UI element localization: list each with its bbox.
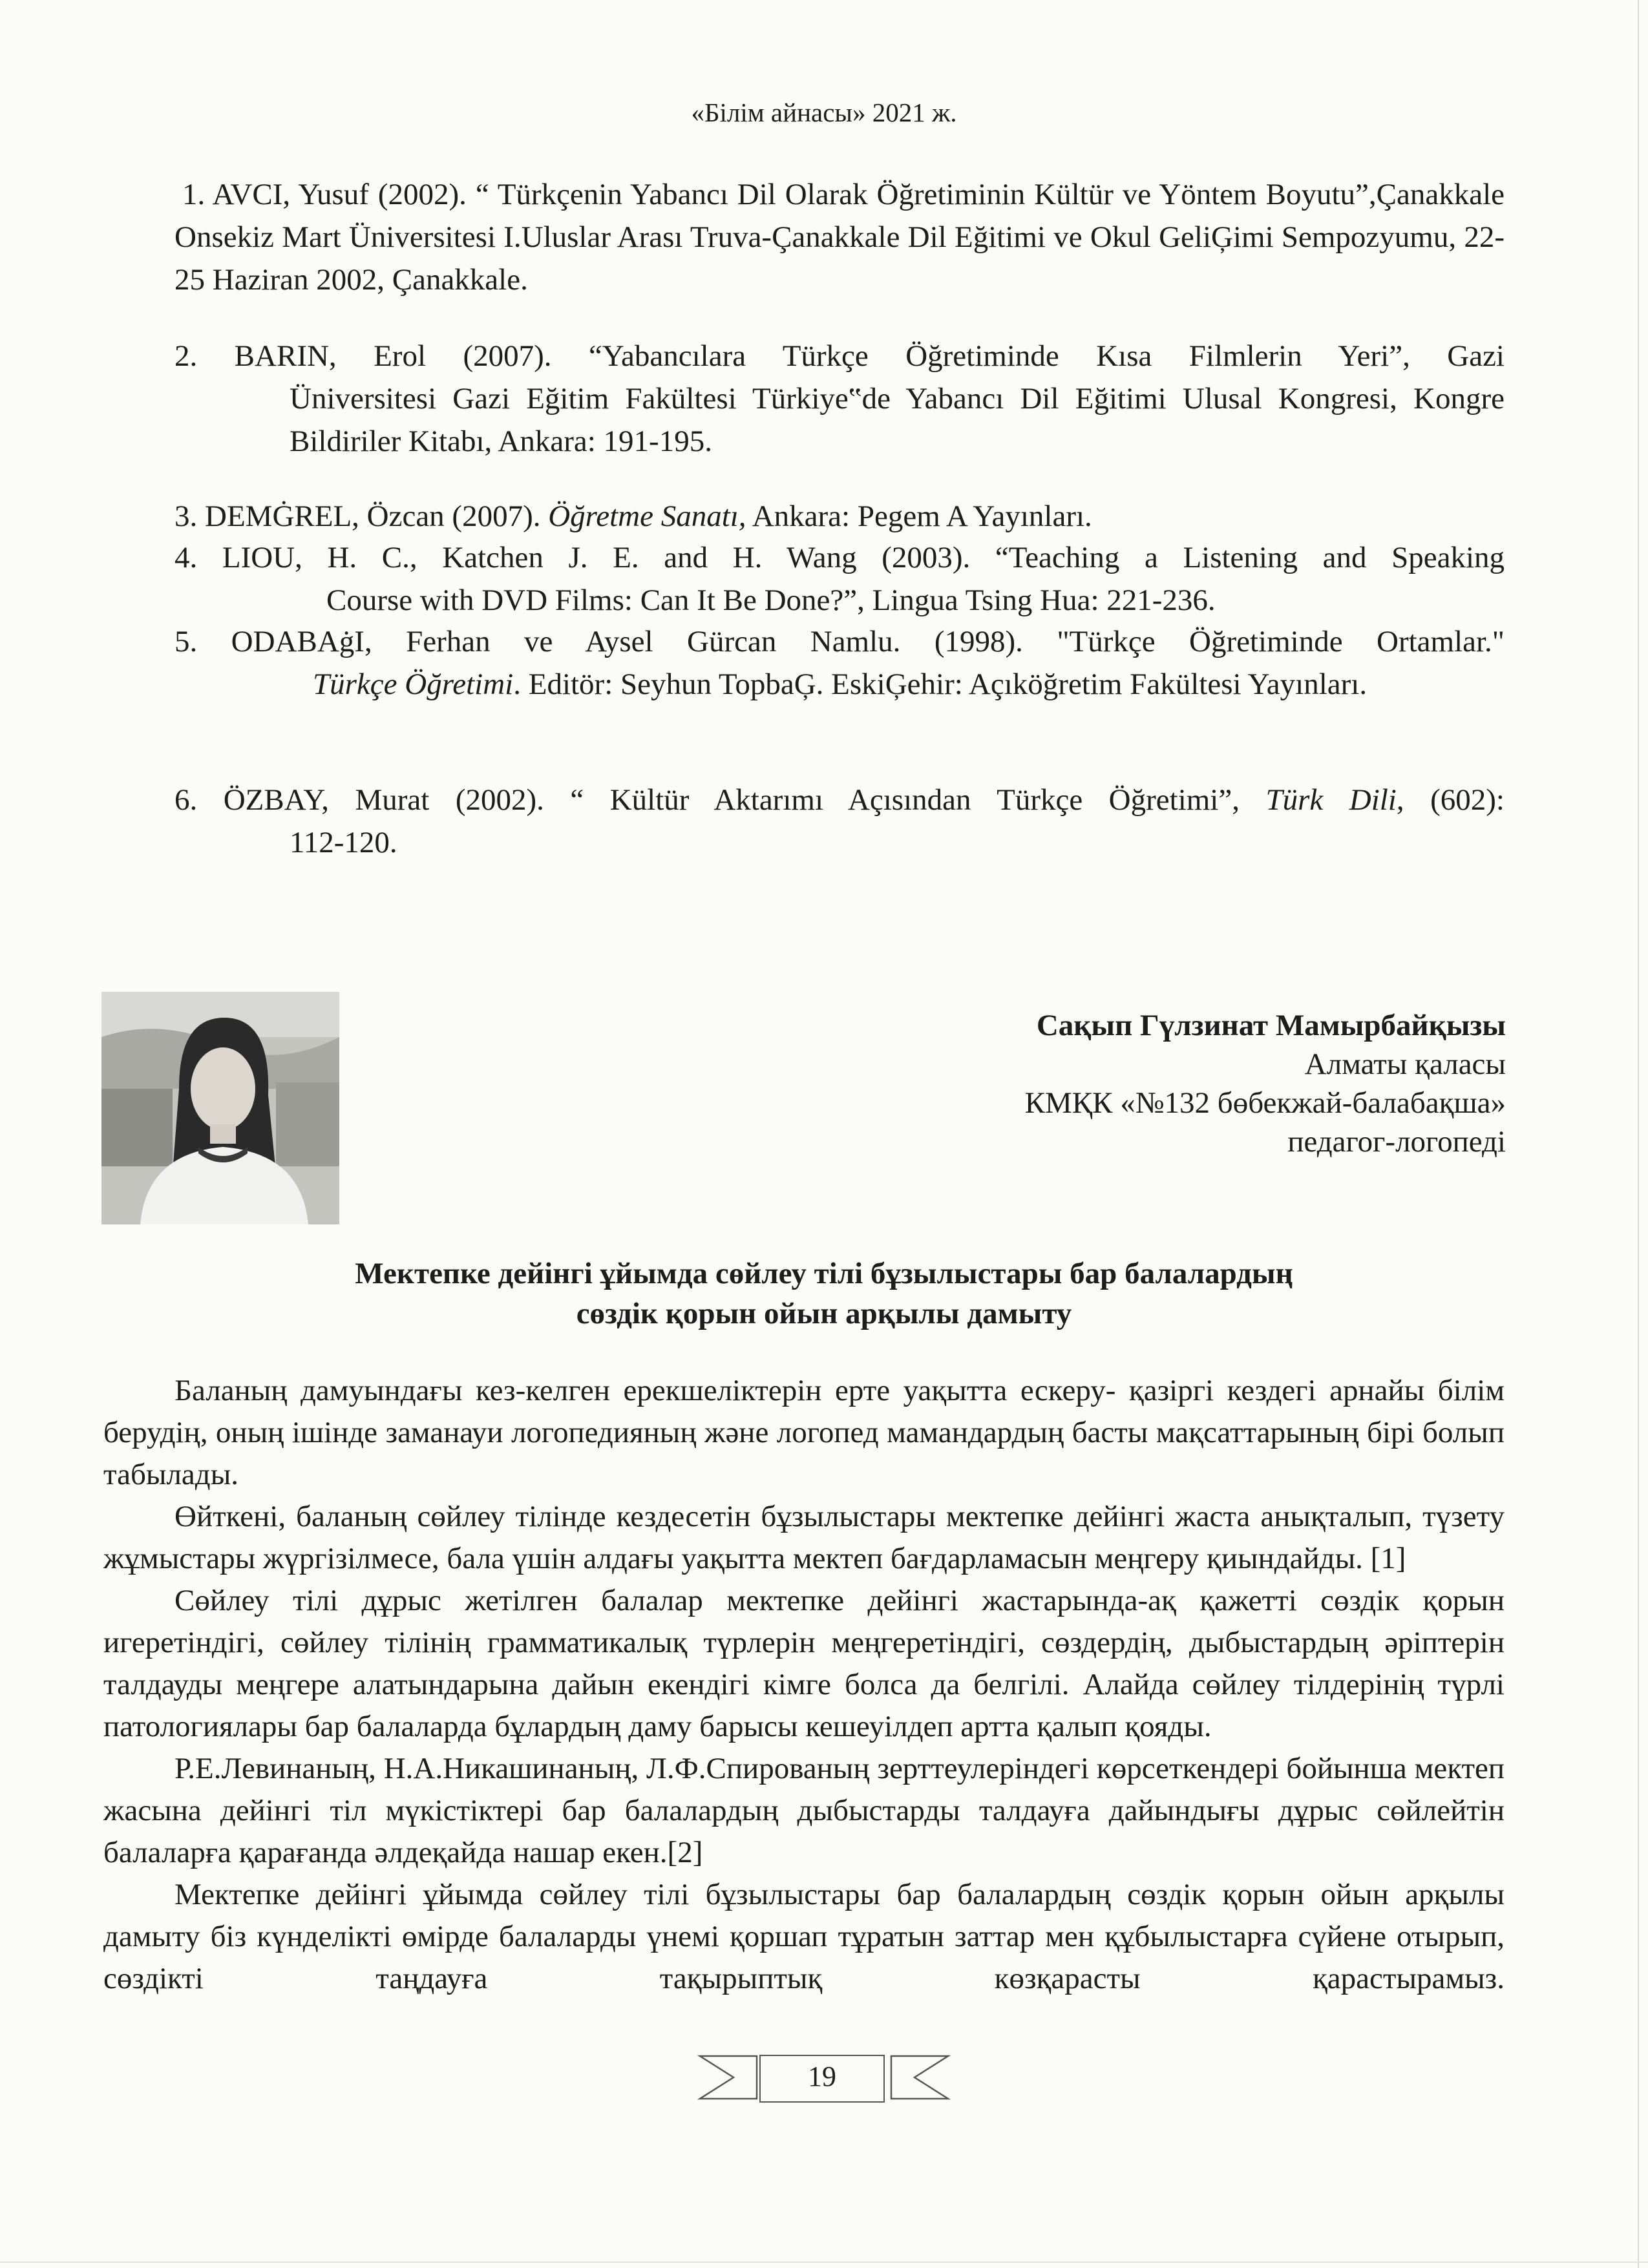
author-organization: КМҚК «№132 бөбекжай-балабақша» — [1024, 1086, 1506, 1120]
running-header: «Білім айнасы» 2021 ж. — [691, 98, 957, 127]
paragraph-3: Сөйлеу тілі дұрыс жетілген балалар мектепке дейінгі жастарында-ақ қажетті сөздік қорын игеретіндігі, сөйлеу тілінің грамматикалық түрлерін меңгеретіндігі, сөздердің, дыбыстардың әріптерін талдауды меңгере алатындарына дайын екендігі кімге болса да белгілі. Алайда сөйлеу тілдерінің түрлі патологиялары бар балаларда бұлардың даму барысы кешеуілдеп артта қалып қояды. — [103, 1584, 1505, 1743]
reference-6 — [174, 779, 1505, 864]
reference-4-first-line: 4. LIOU, H. C., Katchen J. E. and H. Wang (2003). “Teaching a Listening and Speaking — [174, 541, 1505, 574]
reference-6-text: 6. ÖZBAY, Murat (2002). “ Kültür Aktarımı Açısından Türkçe Öğretimi”, — [174, 783, 1266, 817]
scan-edge — [1638, 0, 1639, 2268]
reference-3-text: 3. DEMĠREL, Özcan (2007). — [174, 499, 549, 533]
reference-3-italic: Öğretme Sanatı, — [548, 499, 746, 533]
reference-5 — [174, 620, 1505, 706]
author-name: Сақып Гүлзинат Мамырбайқызы — [1036, 1009, 1506, 1042]
page-number: 19 — [808, 2061, 836, 2092]
article-title-line-2: сөздік қорын ойын арқылы дамыту — [576, 1297, 1072, 1330]
reference-4-continuation: Course with DVD Films: Can It Be Done?”, Lingua Tsing Hua: 221-236. — [326, 583, 1216, 617]
author-position: педагог-логопеді — [1287, 1125, 1506, 1159]
paragraph-2: Өйткені, баланың сөйлеу тілінде кездесетін бұзылыстары мектепке дейінгі жаста анықталып, түзету жұмыстары жүргізілмесе, бала үшін алдағы уақытта мектеп бағдарламасын меңгеру қиындайды. [1] — [103, 1500, 1505, 1575]
scan-edge-bottom — [0, 2262, 1648, 2263]
author-city: Алматы қаласы — [1304, 1047, 1506, 1081]
reference-1-text: 1. AVCI, Yusuf (2002). “ Türkçenin Yabancı Dil Olarak Öğretiminin Kültür ve Yöntem Boyutu”,Çanakkale Onsekiz Mart Üniversitesi I.Uluslar Arası Truva-Çanakkale Dil Eğitimi ve Okul GeliĢimi Sempozyumu, 22-25 Haziran 2002, Çanakkale. — [174, 178, 1505, 297]
article-title-line-1: Мектепке дейінгі ұйымда сөйлеу тілі бұзылыстары бар балалардың — [355, 1257, 1293, 1290]
paragraph-4: Р.Е.Левинаның, Н.А.Никашинаның, Л.Ф.Спированың зерттеулеріндегі көрсеткендері бойынша мектеп жасына дейінгі тіл мүкістіктері бар балалардың дыбыстарды талдауға дайындығы дұрыс сөйлейтін балаларға қарағанда әлдеқайда нашар екен.[2] — [103, 1752, 1505, 1869]
reference-3 — [174, 495, 1505, 538]
paragraph-5: Мектепке дейінгі ұйымда сөйлеу тілі бұзылыстары бар балалардың сөздік қорын ойын арқылы дамыту біз күнделікті өмірде балаларды үнемі қоршап тұратын заттар мен құбылыстарға сүйене отырып, сөздікті таңдауға тақырыптық көзқарасты қарастырамыз. — [103, 1878, 1505, 1995]
reference-5-first-line: 5. ODABAġI, Ferhan ve Aysel Gürcan Namlu. (1998). "Türkçe Öğretiminde Ortamlar." — [174, 625, 1505, 658]
paragraph-1: Баланың дамуындағы кез-келген ерекшеліктерін ерте уақытта ескеру- қазіргі кездегі арнайы білім берудің, оның ішінде заманауи логопедияның және логопед мамандардың басты мақсаттарының бірі болып табылады. — [103, 1374, 1505, 1491]
reference-6-pages: 112-120. — [290, 826, 397, 859]
reference-2-first-line: 2. BARIN, Erol (2007). “Yabancılara Türkçe Öğretiminde Kısa Filmlerin Yeri”, Gazi — [174, 339, 1505, 373]
author-info — [1025, 1006, 1506, 1161]
reference-5-italic: Türkçe Öğretimi — [313, 667, 514, 701]
article-title — [0, 1254, 1648, 1334]
reference-3-publisher: Ankara: Pegem A Yayınları. — [746, 499, 1092, 533]
page-number-ornament — [695, 2042, 953, 2113]
reference-2 — [174, 335, 1505, 463]
reference-4 — [174, 536, 1505, 622]
reference-2-continuation: Üniversitesi Gazi Eğitim Fakültesi Türkiye‟de Yabancı Dil Eğitimi Ulusal Kongresi, Kongre Bildiriler Kitabı, Ankara: 191-195. — [290, 382, 1505, 458]
article-body — [103, 1370, 1505, 2000]
author-photo-image — [101, 992, 339, 1224]
reference-6-issue: , (602): — [1396, 783, 1505, 817]
reference-1 — [174, 173, 1505, 301]
reference-5-continuation: . Editör: Seyhun TopbaĢ. EskiĢehir: Açıköğretim Fakültesi Yayınları. — [513, 667, 1368, 701]
reference-6-italic: Türk Dili — [1265, 783, 1397, 817]
author-photo — [101, 992, 339, 1224]
